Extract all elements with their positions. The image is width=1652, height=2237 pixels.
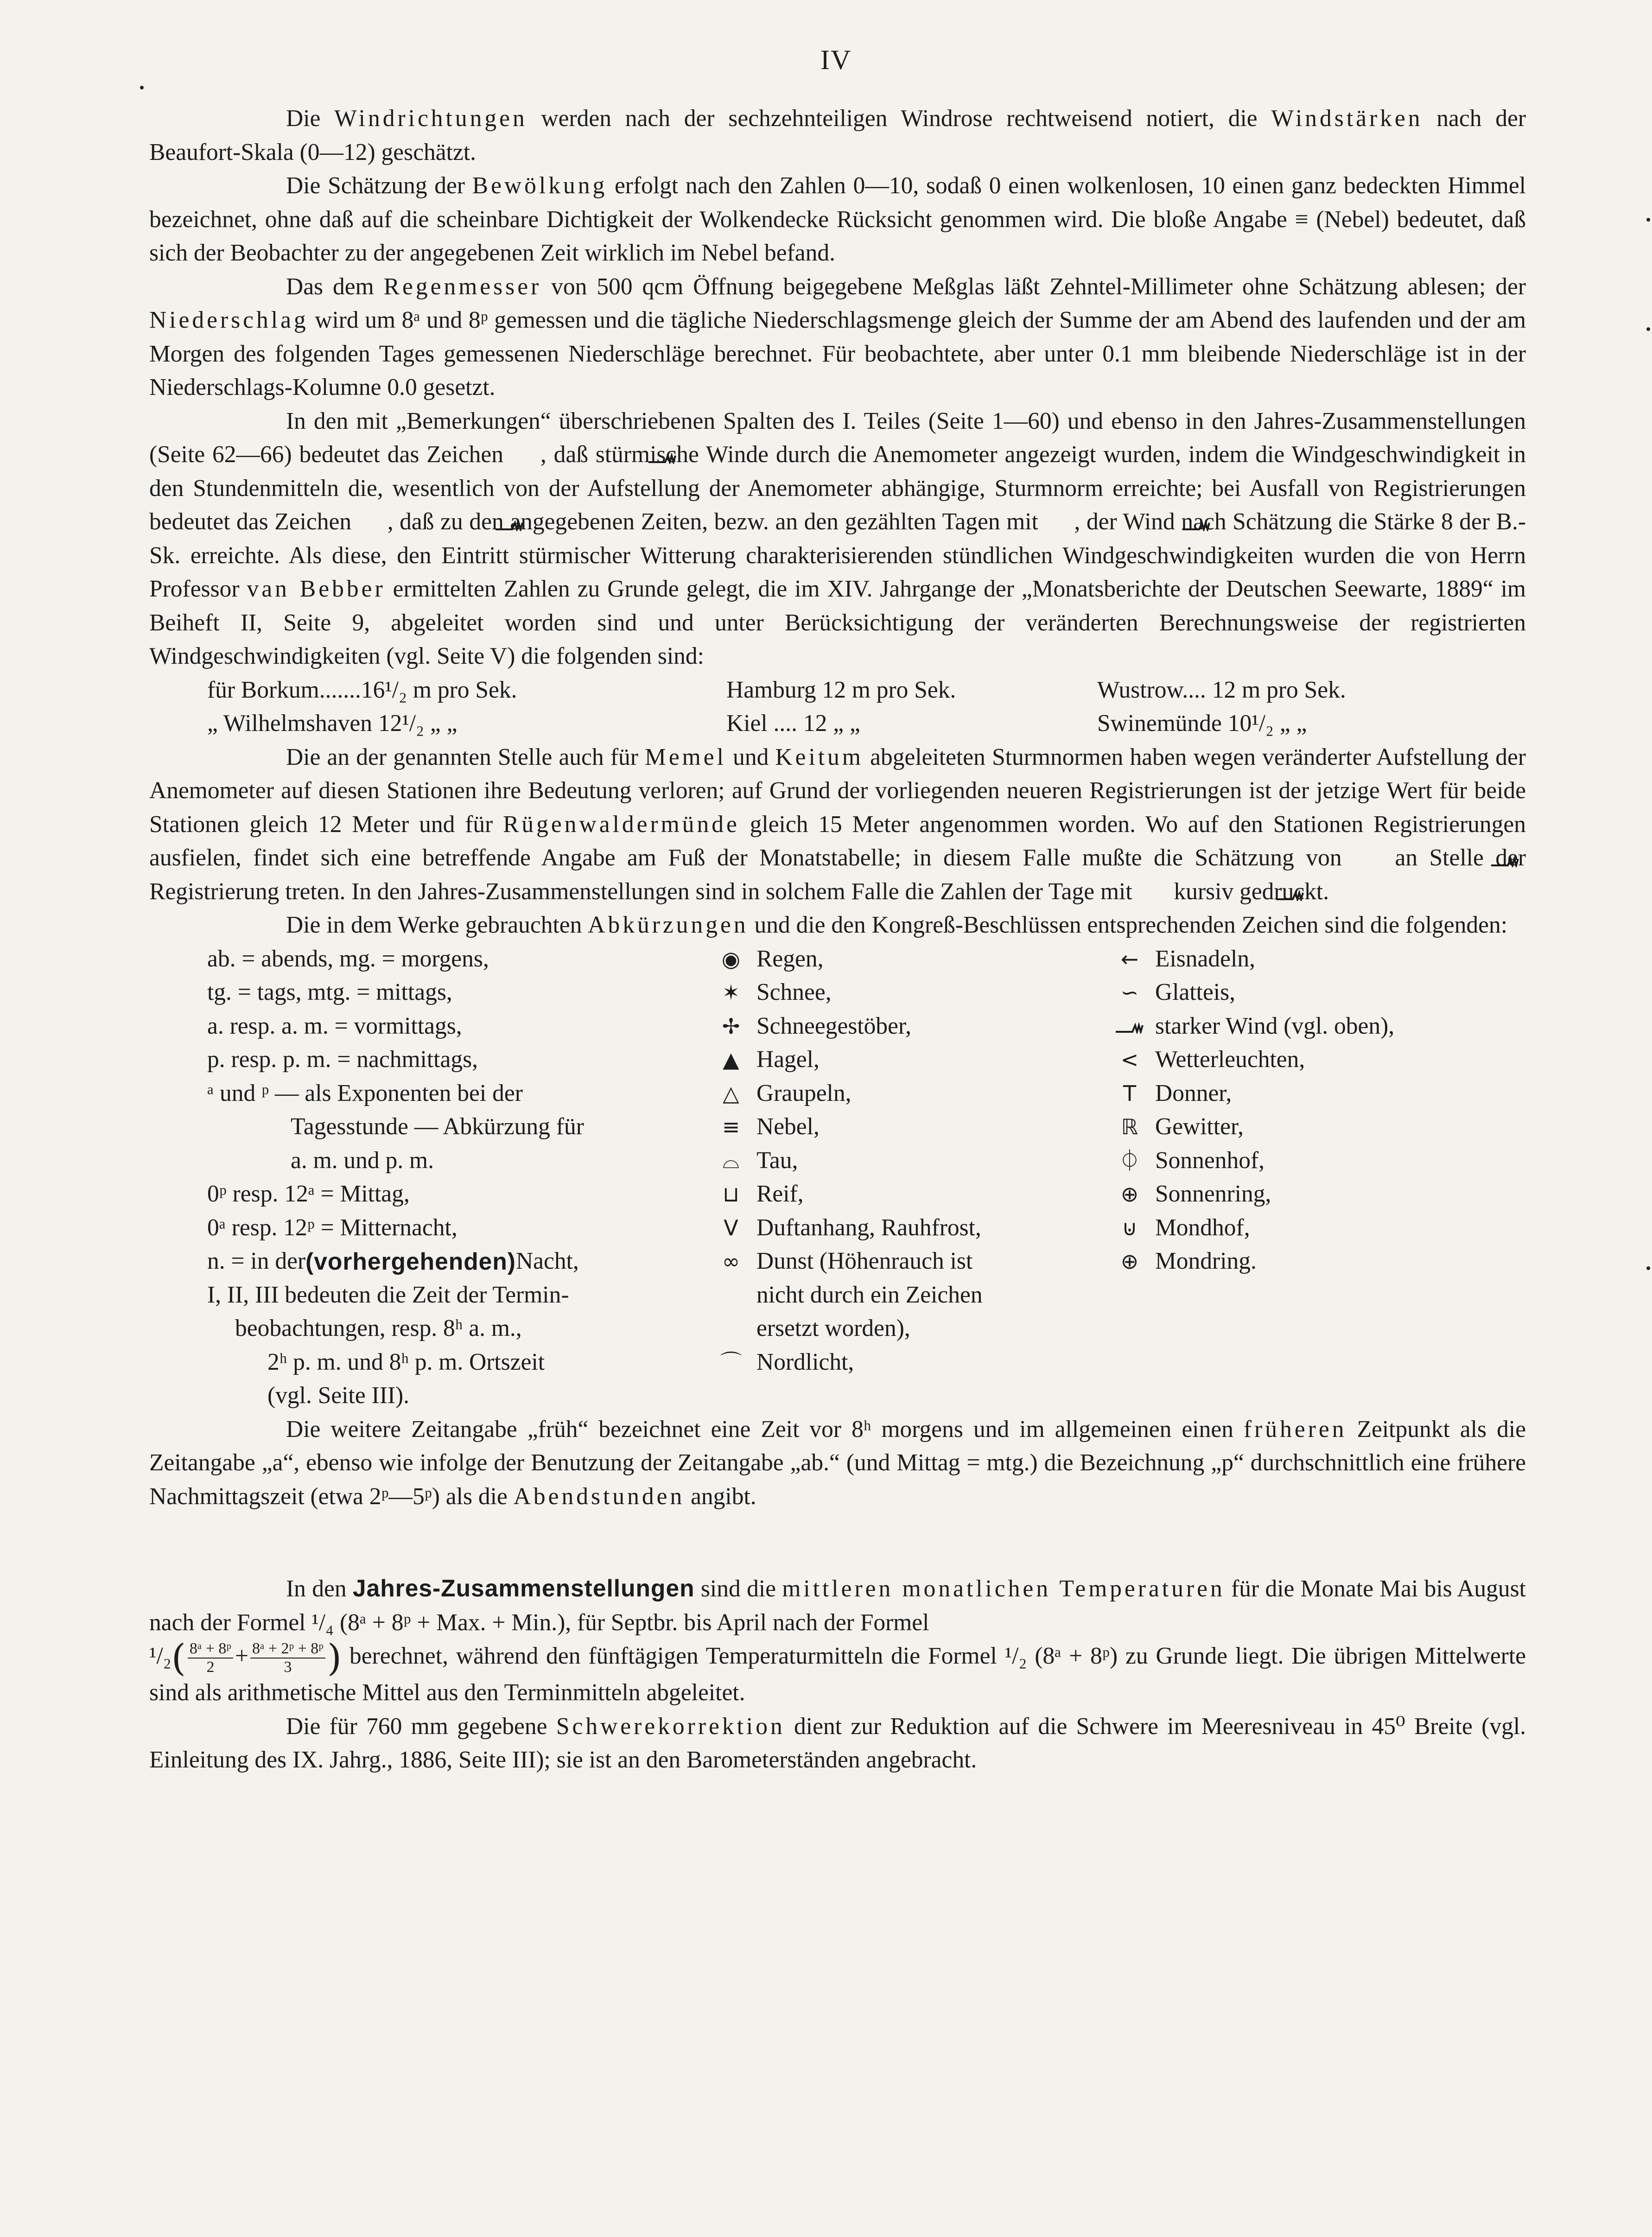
strong-wind-icon [1353,843,1383,858]
list-item: ∞ Dunst (Höhenrauch ist [710,1245,1109,1278]
list-item: Tagesstunde — Abkürzung für [291,1113,584,1140]
paragraph-rain: Das dem Regenmesser von 500 qcm Öffnung beigegebene Meßglas läßt Zehntel-Millimeter ohne Schätzung ablesen; der Niederschlag wird um 8ᵃ und 8ᵖ gemessen und die tägliche Niederschlagsmenge gleich der Summe der am Abend des laufenden und der am Morgen des folgenden Tages gemessenen Niederschläge berechnet. Für beobachtete, aber unter 0.1 mm bleibende Niederschläge ist in der Niederschlags-Kolumne 0.0 gesetzt. [149,273,1526,400]
rime-icon: V [724,1215,738,1240]
solar-halo-icon: ⏀ [1119,1148,1140,1173]
list-item: p. resp. p. m. = nachmittags, [207,1046,478,1073]
lunar-halo-icon: ⊍ [1122,1215,1137,1240]
lunar-ring-icon: ⊕ [1120,1249,1139,1274]
table-row [207,707,1526,741]
symbol-column [710,942,1109,1413]
list-item: nicht durch ein Zeichen [756,1281,983,1308]
station-cell: Wustrow.... 12 m pro Sek. [1097,676,1346,703]
list-item: ◉ Regen, [710,942,1109,976]
strong-wind-icon [1045,507,1074,522]
list-item: 0ᵃ resp. 12ᵖ = Mitternacht, [207,1214,457,1241]
list-item: 0ᵖ resp. 12ᵃ = Mittag, [207,1181,410,1207]
list-item: ▲ Hagel, [710,1043,1109,1077]
paragraph-cloud: Die Schätzung der Bewölkung erfolgt nach den Zahlen 0—10, sodaß 0 einen wolkenlosen, 10 einen ganz bedeckten Himmel bezeichnet, ohne daß auf die scheinbare Dichtigkeit der Wolkendecke Rücksicht genommen wird. Die bloße Angabe ≡ (Nebel) bedeutet, daß sich der Beobachter zu der angegebenen Zeit wirklich im Nebel befand. [149,172,1526,266]
storm-norm-table [207,674,1526,741]
paragraph-wind: Die Windrichtungen werden nach der sechzehnteiligen Windrose rechtweisend notiert, die Windstärken nach der Beaufort-Skala (0—12) geschätzt. [149,105,1526,165]
station-cell: Swinemünde 10¹/₂ „ „ [1097,710,1307,737]
ice-needles-icon: ← [1120,946,1139,972]
paragraph-frueh: Die weitere Zeitangabe „früh“ bezeichnet eine Zeit vor 8ʰ morgens und im allgemeinen einen früheren Zeitpunkt als die Zeitangabe „a“, ebenso wie infolge der Benutzung der Zeitangabe „ab.“ (und Mittag = mtg.) die Bezeichnung „p“ durchschnittlich eine frühere Nachmittagszeit (etwa 2ᵖ—5ᵖ) als die Abendstunden angibt. [149,1416,1526,1510]
fraction: $\frac{\text{8ᵃ + 8ᵖ}}{2}$ [188,1640,233,1676]
list-item: ∽ Glatteis, [1109,976,1480,1010]
station-cell: für Borkum.......16¹/₂ m pro Sek. [207,676,517,703]
paragraph-yearly: In den Jahres-Zusammenstellungen sind die mittleren monatlichen Temperaturen für die Monate Mai bis August nach der Formel ¹/₄ (8ᵃ + 8ᵖ + Max. + Min.), für Septbr. bis April nach der Formel [149,1575,1526,1636]
list-item: T Donner, [1109,1077,1480,1111]
graupel-icon: △ [723,1080,739,1106]
list-item: ab. = abends, mg. = morgens, [207,945,489,972]
snow-icon: ✶ [722,980,740,1005]
thunder-icon: T [1123,1080,1137,1106]
list-item: ✶ Schnee, [710,976,1109,1010]
list-item: ⊕ Sonnenring, [1109,1177,1480,1211]
table-row [207,674,1526,707]
station-cell: Hamburg 12 m pro Sek. [726,676,956,703]
list-item: V Duftanhang, Rauhfrost, [710,1211,1109,1245]
list-item: n. = in der (vorhergehenden) Nacht, [207,1248,579,1275]
fraction: $\frac{\text{8ᵃ + 2ᵖ + 8ᵖ}}{3}$ [250,1640,325,1676]
paragraph-formula: ¹/₂( $\frac{\text{8ᵃ + 8ᵖ}}{2}$ + $\frac{\text{8ᵃ + 2ᵖ + 8ᵖ}}{3}$ ) berechnet, während den fünftägigen Temperaturmitteln die Formel ¹/₂ (8ᵃ + 8ᵖ) zu Grunde liegt. Die übrigen Mittelwerte sind als arithmetische Mittel aus den Terminmitteln abgeleitet. [149,1636,1526,1706]
hail-icon: ▲ [723,1047,739,1072]
frost-icon: ⊔ [723,1182,739,1207]
paragraph-storm: In den mit „Bemerkungen“ überschriebenen Spalten des I. Teiles (Seite 1—60) und ebenso in den Jahres-Zusammenstellungen (Seite 62—66) bedeutet das Zeichen , daß stürmische Winde durch die Anemometer angezeigt wurden, indem die Windgeschwindigkeit in den Stundenmitteln die, wesentlich von der Aufstellung der Anemometer abhängige, Sturmnorm erreichte; bei Ausfall von Registrierungen bedeutet das Zeichen , daß zu den angegebenen Zeiten, bezw. an den gezählten Tagen mit , der Wind nach Schätzung die Stärke 8 der B.-Sk. erreichte. Als diese, den Eintritt stürmischer Witterung charakterisierenden stündlichen Windgeschwindigkeiten wurden die von Herrn Professor van Bebber ermittelten Zahlen zu Grunde gelegt, die im XIV. Jahrgange der „Monatsberichte der Deutschen Seewarte, 1889“ im Beiheft II, Seite 9, abgeleitet worden sind und unter Berücksichtigung der veränderten Berechnungsweise der registrierten Windgeschwindigkeiten (vgl. Seite V) die folgenden sind: [149,407,1526,669]
list-item: △ Graupeln, [710,1077,1109,1111]
list-item: ← Eisnadeln, [1109,942,1480,976]
list-item: tg. = tags, mtg. = mittags, [207,979,452,1005]
abbreviation-table [207,942,1526,1413]
station-cell: Kiel .... 12 „ „ [726,710,860,737]
list-item: a. m. und p. m. [291,1147,434,1174]
aurora-icon: ⌒ [720,1349,742,1375]
thunderstorm-icon: ℝ [1121,1114,1138,1139]
strong-wind-icon [358,507,388,522]
strong-wind-icon [511,440,540,455]
rain-icon: ◉ [721,946,741,972]
fog-icon: ≡ [722,1114,740,1139]
list-item: ᵃ und ᵖ — als Exponenten bei der [207,1080,523,1106]
station-cell: „ Wilhelmshaven 12¹/₂ „ „ [207,710,457,737]
list-item: ⌓ Tau, [710,1144,1109,1178]
abbreviation-column [207,942,710,1413]
list-item: ⊍ Mondhof, [1109,1211,1480,1245]
list-item: < Wetterleuchten, [1109,1043,1480,1077]
list-item: ℝ Gewitter, [1109,1110,1480,1144]
paragraph-gravity: Die für 760 mm gegebene Schwerekorrektion dient zur Reduktion auf die Schwere im Meeresniveau in 45⁰ Breite (vgl. Einleitung des IX. Jahrg., 1886, Seite III); sie ist an den Barometerständen angebracht. [149,1713,1526,1773]
list-item: ⌒ Nordlicht, [710,1346,1109,1379]
strong-wind-icon [1109,1010,1150,1043]
list-item: I, II, III bedeuten die Zeit der Termin- [207,1281,569,1308]
symbol-column [1109,942,1480,1413]
list-item: a. resp. a. m. = vormittags, [207,1012,462,1039]
paragraph-memel: Die an der genannten Stelle auch für Memel und Keitum abgeleiteten Sturmnormen haben wegen veränderter Aufstellung der Anemometer auf diesen Stationen ihre Bedeutung verloren; auf Grund der vorliegenden neueren Registrierungen ist der jetzige Wert für beide Stationen gleich 12 Meter und für Rügenwaldermünde gleich 15 Meter angenommen worden. Wo auf den Stationen Registrierungen ausfielen, findet sich eine betreffende Angabe am Fuß der Monatstabelle; in diesem Falle mußte die Schätzung von an Stelle der Registrierung treten. In den Jahres-Zusammenstellungen sind in solchem Falle die Zahlen der Tage mit kursiv gedruckt. [149,744,1526,905]
solar-ring-icon: ⊕ [1120,1182,1139,1207]
list-item: ⏀ Sonnenhof, [1109,1144,1480,1178]
page-number: IV [820,44,852,75]
list-item: ersetzt worden), [756,1315,910,1341]
list-item: ≡ Nebel, [710,1110,1109,1144]
list-item: ⊕ Mondring. [1109,1245,1480,1278]
snowstorm-icon: ✢ [722,1013,740,1039]
page-content [149,102,1526,1777]
haze-icon: ∞ [722,1249,740,1274]
list-item: ⊔ Reif, [710,1177,1109,1211]
list-item: ✢ Schneegestöber, [710,1010,1109,1043]
dew-icon: ⌓ [722,1148,740,1173]
paragraph-abbreviations: Die in dem Werke gebrauchten Abkürzungen und die den Kongreß-Beschlüssen entsprechenden Zeichen sind die folgenden: [286,912,1508,938]
sheet-lightning-icon: < [1120,1047,1139,1072]
list-item: 2ʰ p. m. und 8ʰ p. m. Ortszeit [267,1348,545,1375]
list-item: beobachtungen, resp. 8ʰ a. m., [235,1315,522,1341]
strong-wind-icon [1138,877,1168,892]
list-item: starker Wind (vgl. oben), [1109,1010,1480,1043]
glaze-icon: ∽ [1120,980,1139,1005]
list-item: (vgl. Seite III). [267,1382,410,1409]
